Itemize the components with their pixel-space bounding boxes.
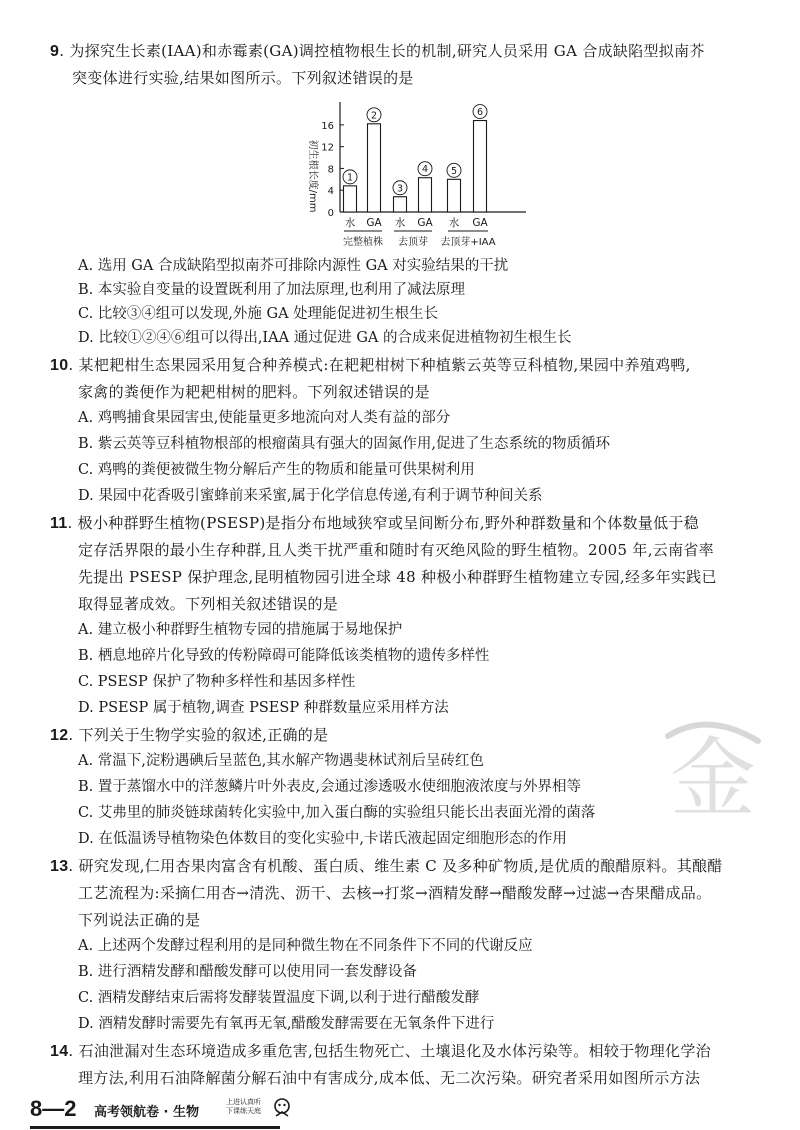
question-13-stem [50, 853, 780, 880]
question-13-option-b: B. 进行酒精发酵和醋酸发酵可以使用同一套发酵设备 [78, 964, 417, 980]
question-number: 14 [50, 1043, 69, 1060]
group-label: 完整植株 [343, 237, 383, 248]
question-11-option-b: B. 栖息地碎片化导致的传粉障碍可能降低该类植物的遗传多样性 [78, 648, 490, 664]
bar-label: 4 [421, 164, 429, 176]
category-label: GA [417, 217, 433, 229]
question-11-option-a: A. 建立极小种群野生植物专园的措施属于易地保护 [78, 622, 403, 638]
chart-groups [343, 231, 496, 248]
bar-label: 2 [370, 110, 378, 122]
question-13-stem-cont: 下列说法正确的是 [78, 911, 201, 929]
question-11-stem-cont: 定存活界限的最小生存种群,且人类干扰严重和随时有灭绝风险的野生植物。2005 年,云南省率 [78, 541, 714, 559]
question-10-option-b: B. 紫云英等豆科植物根部的根瘤菌具有强大的固氮作用,促进了生态系统的物质循环 [78, 436, 610, 452]
mascot-icon [270, 1096, 294, 1120]
group-label: 去顶芽+IAA [440, 237, 496, 248]
group-label: 去顶芽 [398, 237, 428, 248]
question-9-option-b: B. 本实验自变量的设置既利用了加法原理,也利用了减法原理 [78, 282, 465, 298]
question-11-option-d: D. PSESP 属于植物,调查 PSESP 种群数量应采用样方法 [78, 700, 449, 716]
question-number: 10 [50, 357, 69, 374]
question-number: 9 [50, 43, 60, 60]
question-9-stem-cont [72, 65, 800, 92]
watermark-seal [648, 716, 778, 836]
question-12-option-a: A. 常温下,淀粉遇碘后呈蓝色,其水解产物遇斐林试剂后呈砖红色 [78, 753, 484, 769]
bar-label: 1 [346, 172, 354, 184]
y-tick-label: 8 [327, 164, 334, 176]
bar [474, 121, 487, 212]
y-tick-label: 12 [321, 142, 334, 154]
stem-line: . 研究发现,仁用杏果肉富含有机酸、蛋白质、维生素 C 及多种矿物质,是优质的酿醋原料。其酿醋 [68, 857, 723, 875]
question-9-option-a: A. 选用 GA 合成缺陷型拟南芥可排除内源性 GA 对实验结果的干扰 [78, 258, 509, 274]
footer-slogan [226, 1098, 266, 1116]
stem-line: 突变体进行实验,结果如图所示。下列叙述错误的是 [72, 69, 414, 87]
y-tick-label: 0 [327, 208, 334, 219]
question-10-option-d: D. 果园中花香吸引蜜蜂前来采蜜,属于化学信息传递,有利于调节种间关系 [78, 488, 543, 504]
question-10-option-c: C. 鸡鸭的粪便被微生物分解后产生的物质和能量可供果树利用 [78, 462, 475, 478]
question-11-stem-cont: 取得显著成效。下列相关叙述错误的是 [78, 595, 339, 613]
stem-line: . 下列关于生物学实验的叙述,正确的是 [68, 726, 329, 744]
stem-line: . 极小种群野生植物(PSESP)是指分布地域狭窄或呈间断分布,野外种群数量和个体数量低于稳 [67, 514, 700, 532]
stem-line: . 为探究生长素(IAA)和赤霉素(GA)调控植物根生长的机制,研究人员采用 GA 合成缺陷型拟南芥 [59, 42, 705, 60]
stem-line: . 某杷耙柑生态果园采用复合种养模式:在耙耙柑树下种植紫云英等豆科植物,果园中养殖鸡鸭, [68, 356, 691, 374]
page-number: 8—2 [30, 1096, 77, 1121]
footer-rule [30, 1126, 280, 1129]
question-number: 11 [50, 515, 68, 532]
y-tick-label: 4 [327, 186, 334, 198]
y-tick-label: 16 [321, 120, 334, 132]
question-12-option-c: C. 艾弗里的肺炎链球菌转化实验中,加入蛋白酶的实验组只能长出表面光滑的菌落 [78, 805, 596, 821]
question-12-option-d: D. 在低温诱导植物染色体数目的变化实验中,卡诺氏液起固定细胞形态的作用 [78, 831, 567, 847]
question-number: 13 [50, 858, 69, 875]
question-9-stem [50, 38, 780, 65]
question-14-stem-cont: 理方法,利用石油降解菌分解石油中有害成分,成本低、无二次污染。研究者采用如图所示方法 [78, 1069, 701, 1087]
bar-label: 5 [450, 165, 458, 177]
bar-label: 3 [396, 183, 404, 195]
bar-label: 6 [476, 107, 484, 119]
y-axis-label: 初生根长度/mm [307, 139, 318, 213]
bar [344, 186, 357, 212]
question-number: 12 [50, 727, 69, 744]
category-label: 水 [394, 217, 406, 229]
question-11-stem-cont: 先提出 PSESP 保护理念,昆明植物园引进全球 48 种极小种群野生植物建立专园,经多年实践已 [78, 568, 717, 586]
question-14-stem [50, 1038, 780, 1065]
question-10-option-a: A. 鸡鸭捕食果园害虫,使能量更多地流向对人类有益的部分 [78, 410, 451, 426]
stem-line: 家禽的粪便作为耙耙柑树的肥料。下列叙述错误的是 [78, 383, 430, 401]
question-11-stem [50, 510, 780, 537]
bar [368, 124, 381, 212]
bar [448, 179, 461, 212]
question-9-option-c: C. 比较③④组可以发现,外施 GA 处理能促进初生根生长 [78, 306, 439, 322]
root-length-bar-chart [296, 96, 536, 251]
question-13-option-d: D. 酒精发酵时需要先有氧再无氧,醋酸发酵需要在无氧条件下进行 [78, 1016, 495, 1032]
question-13-stem-cont: 工艺流程为:采摘仁用杏→清洗、沥干、去核→打浆→酒精发酵→醋酸发酵→过滤→杏果醋成品。 [78, 884, 712, 902]
question-9-option-d: D. 比较①②④⑥组可以得出,IAA 通过促进 GA 的合成来促进植物初生根生长 [78, 330, 572, 346]
question-11-option-c: C. PSESP 保护了物种多样性和基因多样性 [78, 674, 356, 690]
question-12-option-b: B. 置于蒸馏水中的洋葱鳞片叶外表皮,会通过渗透吸水使细胞液浓度与外界相等 [78, 779, 581, 795]
question-13-option-a: A. 上述两个发酵过程利用的是同种微生物在不同条件下不同的代谢反应 [78, 938, 533, 954]
slogan-line: 上进认真听 [226, 1098, 261, 1106]
question-10-stem [50, 352, 780, 379]
page-footer [30, 1096, 330, 1126]
slogan-line: 下课练天庭 [226, 1107, 261, 1115]
stem-line: . 石油泄漏对生态环境造成多重危害,包括生物死亡、土壤退化及水体污染等。相较于物理化学治 [68, 1042, 711, 1060]
question-13-option-c: C. 酒精发酵结束后需将发酵装置温度下调,以利于进行醋酸发酵 [78, 990, 480, 1006]
question-10-stem-cont [78, 379, 800, 406]
watermark-glyph: 金 [670, 729, 756, 829]
category-label: GA [472, 217, 488, 229]
bar [419, 178, 432, 212]
chart-categories [345, 216, 489, 229]
category-label: 水 [344, 217, 356, 229]
category-label: 水 [448, 217, 460, 229]
bar [394, 197, 407, 212]
chart-bars [343, 105, 487, 212]
category-label: GA [366, 217, 382, 229]
series-title: 高考领航卷 · 生物 [94, 1105, 199, 1120]
